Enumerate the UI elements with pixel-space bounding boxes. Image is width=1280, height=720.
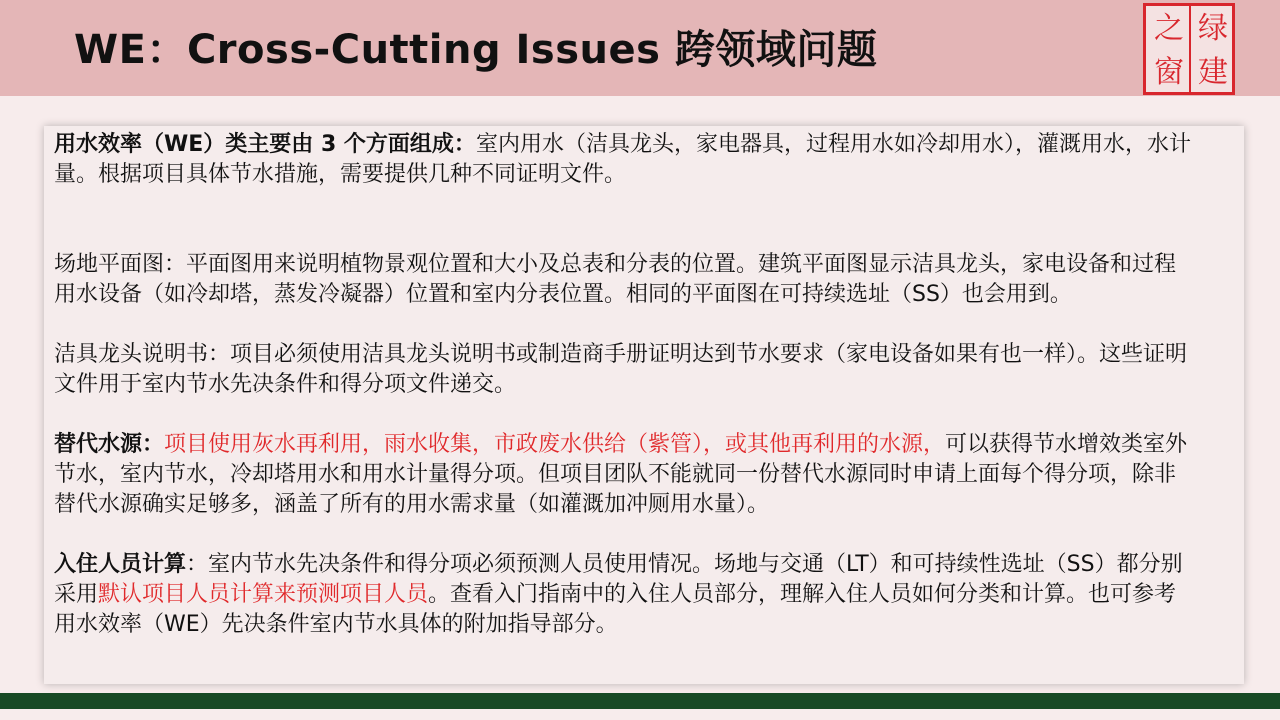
paragraph-heading: 入住人员计算 xyxy=(54,552,187,577)
logo-char: 建 xyxy=(1198,55,1228,90)
content-body xyxy=(54,130,1194,640)
paragraph-text: 可以获得节水增效类室外节水，室内节水，冷却塔用水和用水计量得分项。但项目团队不能就同一份替代水源同时申请上面每个得分项，除非替代水源确实足够多，涵盖了所有的用水需求量（如灌溉加冲厕用水量）。 xyxy=(54,432,1188,517)
highlight-text: 项目使用灰水再利用，雨水收集，市政废水供给（紫管），或其他再利用的水源， xyxy=(164,432,946,457)
logo-char: 窗 xyxy=(1154,55,1184,90)
paragraph-text: 室内用水（洁具龙头，家电器具，过程用水如冷却用水），灌溉用水，水计量。根据项目具体节水措施，需要提供几种不同证明文件。 xyxy=(54,132,1191,187)
paragraph-heading: 用水效率（WE）类主要由 3 个方面组成： xyxy=(54,132,476,157)
paragraph-occupant-calc xyxy=(54,550,1194,640)
paragraph-water-efficiency xyxy=(54,130,1194,190)
footer-bar xyxy=(0,693,1280,709)
paragraph-alternative-water xyxy=(54,430,1194,520)
logo-char: 绿 xyxy=(1198,11,1228,46)
paragraph-site-plan: 场地平面图：平面图用来说明植物景观位置和大小及总表和分表的位置。建筑平面图显示洁具龙头，家电设备和过程用水设备（如冷却塔，蒸发冷凝器）位置和室内分表位置。相同的平面图在可持续选址（SS）也会用到。 xyxy=(54,252,1177,307)
header-bar xyxy=(0,0,1280,96)
paragraph-text: 。查看入门指南中的入住人员部分，理解入住人员如何分类和计算。也可参考用水效率（WE）先决条件室内节水具体的附加指导部分。 xyxy=(54,582,1177,637)
logo-char: 之 xyxy=(1154,11,1184,46)
paragraph-heading: 替代水源： xyxy=(54,432,165,457)
page-title: WE：Cross-Cutting Issues 跨领域问题 xyxy=(74,27,878,73)
logo xyxy=(1143,3,1235,95)
highlight-text: 默认项目人员计算来预测项目人员 xyxy=(98,582,429,607)
paragraph-text: ：室内节水先决条件和得分项必须预测人员使用情况。场地与交通（LT）和可持续性选址（SS）都分别采用 xyxy=(54,552,1183,607)
paragraph-fixture-specs: 洁具龙头说明书：项目必须使用洁具龙头说明书或制造商手册证明达到节水要求（家电设备如果有也一样）。这些证明文件用于室内节水先决条件和得分项文件递交。 xyxy=(54,342,1188,397)
